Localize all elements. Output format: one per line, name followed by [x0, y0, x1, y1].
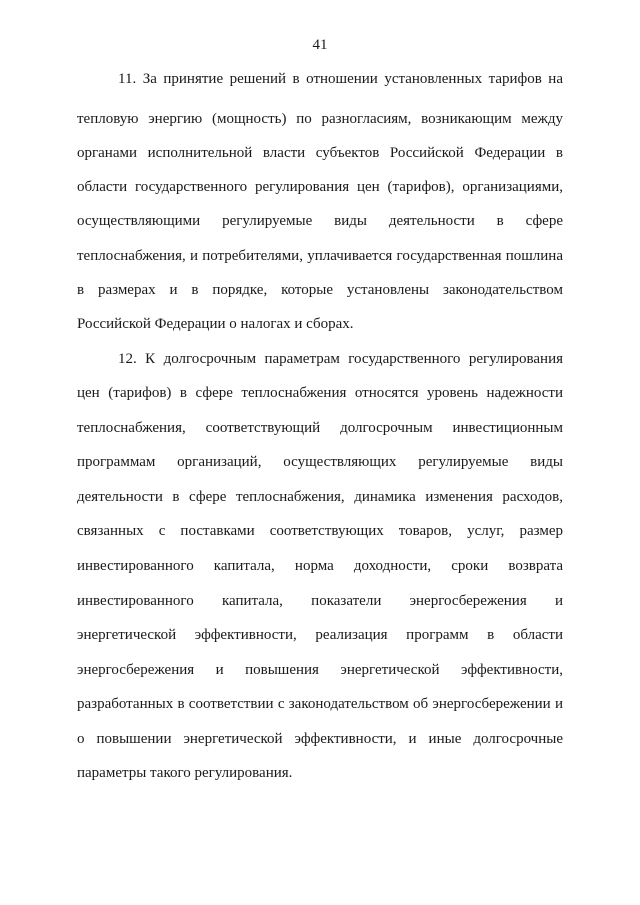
- paragraph-line: связанных с поставками соответствующих товаров, услуг, размер: [77, 523, 563, 539]
- paragraph-line: области государственного регулирования цен (тарифов), организациями,: [77, 179, 563, 195]
- paragraph-line: 11. За принятие решений в отношении установленных тарифов на: [118, 71, 563, 87]
- paragraph-line: теплоснабжения, и потребителями, уплачивается государственная пошлина: [77, 248, 563, 264]
- paragraph-line: программам организаций, осуществляющих регулируемые виды: [77, 454, 563, 470]
- paragraph-line: Российской Федерации о налогах и сборах.: [77, 316, 354, 332]
- paragraph-line: деятельности в сфере теплоснабжения, динамика изменения расходов,: [77, 489, 563, 505]
- paragraph-line: теплоснабжения, соответствующий долгосрочным инвестиционным: [77, 420, 563, 436]
- paragraph-line: осуществляющими регулируемые виды деятельности в сфере: [77, 213, 563, 229]
- paragraph-line: разработанных в соответствии с законодательством об энергосбережении и: [77, 696, 563, 712]
- paragraph-line: тепловую энергию (мощность) по разногласиям, возникающим между: [77, 111, 563, 127]
- paragraph-line: параметры такого регулирования.: [77, 765, 293, 781]
- paragraph-line: о повышении энергетической эффективности, и иные долгосрочные: [77, 731, 563, 747]
- paragraph-line: инвестированного капитала, показатели энергосбережения и: [77, 593, 563, 609]
- paragraph-line: 12. К долгосрочным параметрам государственного регулирования: [118, 351, 563, 367]
- page-number: 41: [312, 37, 328, 53]
- paragraph-line: в размерах и в порядке, которые установлены законодательством: [77, 282, 563, 298]
- paragraph-line: энергосбережения и повышения энергетической эффективности,: [77, 662, 563, 678]
- paragraph-line: цен (тарифов) в сфере теплоснабжения относятся уровень надежности: [77, 385, 563, 401]
- paragraph-line: энергетической эффективности, реализация программ в области: [77, 627, 563, 643]
- paragraph-line: органами исполнительной власти субъектов Российской Федерации в: [77, 145, 563, 161]
- paragraph-line: инвестированного капитала, норма доходности, сроки возврата: [77, 558, 563, 574]
